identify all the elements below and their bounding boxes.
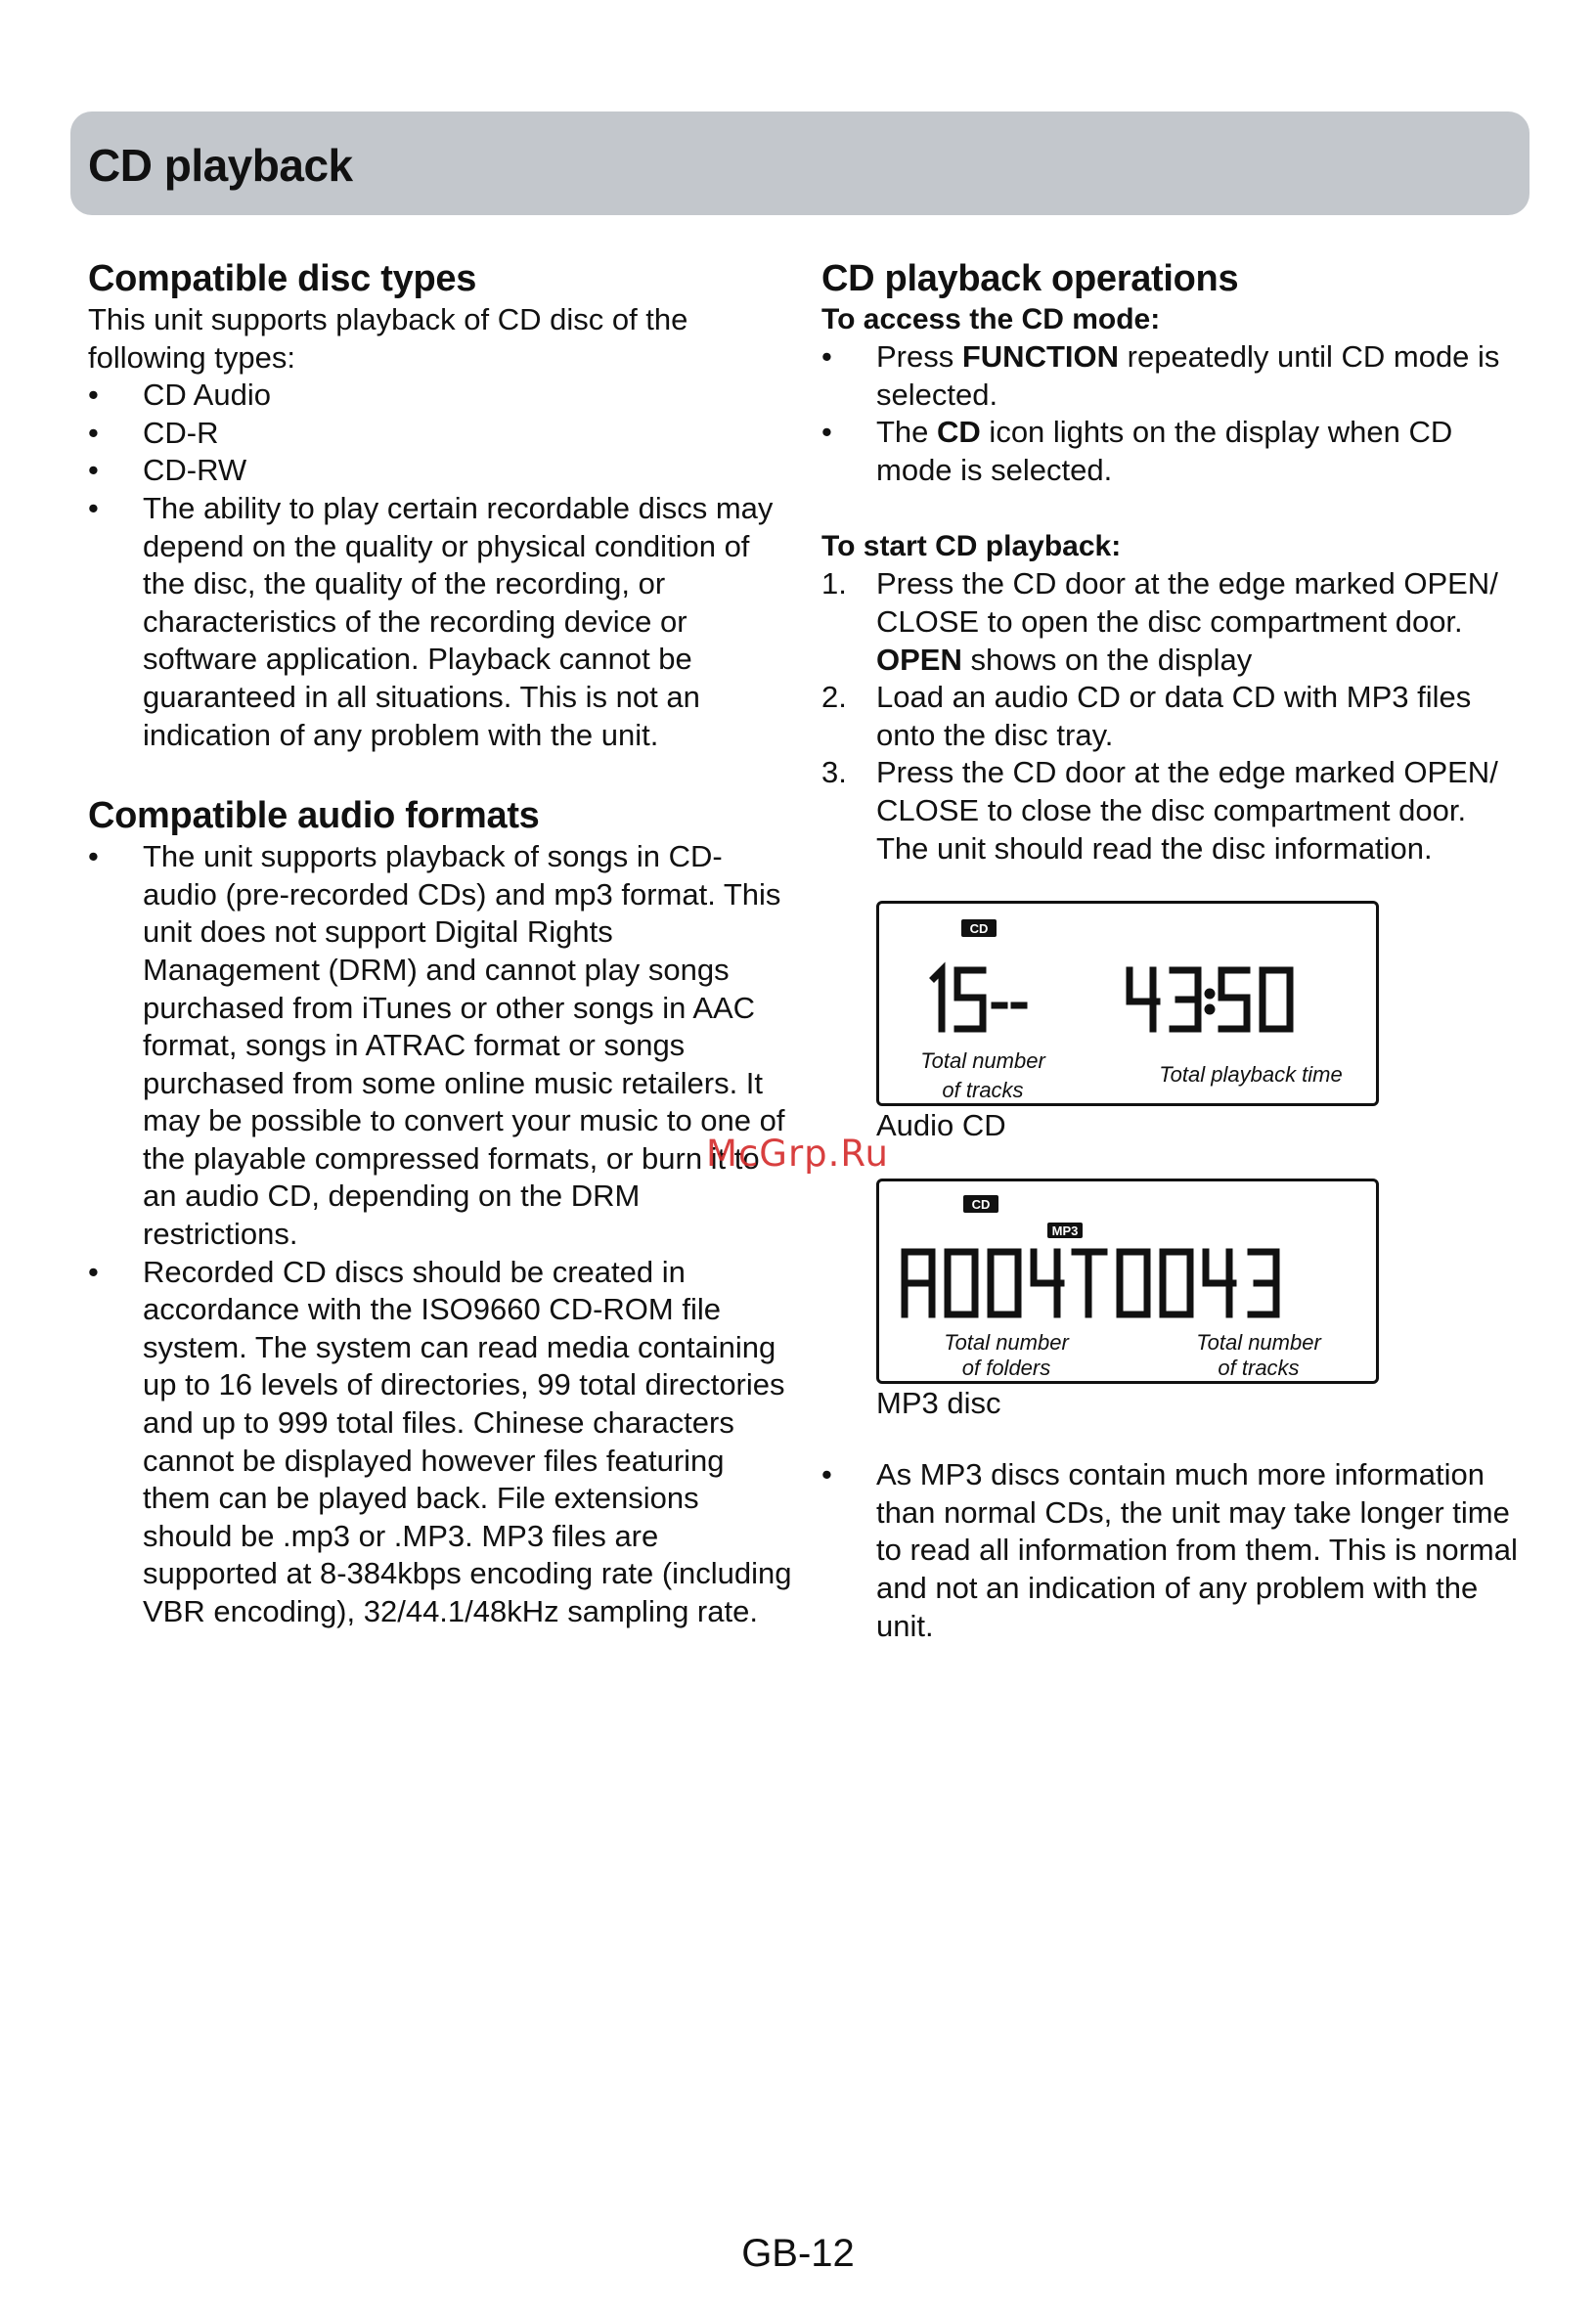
svg-text:MP3: MP3 [1051,1224,1079,1239]
disc-types-list [88,377,792,754]
folder-track-digits [905,1252,1276,1314]
left-column [88,256,792,1631]
right-column [821,256,1535,1645]
access-list [821,338,1535,489]
list-item: • CD Audio [88,377,792,415]
page-title: CD playback [88,140,353,191]
bullet-icon: • [821,1457,832,1492]
start-steps [821,565,1535,868]
mp3-lcd-graphic [879,1181,1376,1381]
svg-text:CD: CD [971,1197,991,1213]
mp3-display [876,1179,1379,1384]
section-header-bar [70,111,1530,215]
disc-types-intro: This unit supports playback of CD disc of the following types: [88,302,688,375]
list-item: • The CD icon lights on the display when CD mode is selected. [821,415,1453,487]
svg-text:CD: CD [969,921,989,937]
svg-text:Total number: Total number [944,1330,1069,1356]
svg-text:of folders: of folders [961,1356,1051,1381]
list-item: • Press FUNCTION repeatedly until CD mode is selected. [821,339,1500,412]
mp3-note-list [821,1456,1535,1645]
audio-cd-lcd-graphic [879,904,1376,1103]
start-subheading: To start CD playback: [821,530,1122,563]
audio-formats-heading: Compatible audio formats [88,795,540,837]
list-item: • CD-R [88,415,792,453]
track-count-digits [934,970,1024,1029]
list-item: • The unit supports playback of songs in CD-audio (pre-recorded CDs) and mp3 format. This unit does not support Digital Rights Management (DRM) and cannot play songs purchased from iTunes or other songs in AAC format, songs in ATRAC format or songs purchased from some online music retailers. It may be possible to convert your music to one of the playable compressed formats, or burn it to an audio CD, depending on the DRM restrictions. [88,839,785,1252]
list-item: • The ability to play certain recordable discs may depend on the quality or physical condition of the disc, the quality of the recording, or characteristics of the recording device or software application. Playback cannot be guaranteed in all situations. This is not an indication of any problem with the unit. [88,490,774,752]
list-item: • As MP3 discs contain much more information than normal CDs, the unit may take longer time to read all information from them. This is normal and not an indication of any problem with the unit. [821,1457,1518,1643]
bullet-icon: • [88,490,99,525]
access-subheading: To access the CD mode: [821,303,1161,335]
disc-types-heading: Compatible disc types [88,258,477,299]
bullet-icon: • [88,453,99,488]
audio-cd-caption: Audio CD [876,1108,1006,1143]
bullet-icon: • [88,378,99,413]
step-item: 3. Press the CD door at the edge marked OPEN/ CLOSE to close the disc compartment door. The unit should read the disc information. [821,755,1498,866]
playback-time-digits [1130,970,1290,1029]
bullet-icon: • [88,415,99,450]
page-number: GB-12 [741,2232,855,2275]
bullet-icon: • [88,839,99,874]
audio-formats-list [88,838,792,1630]
operations-heading: CD playback operations [821,258,1239,299]
svg-text:of tracks: of tracks [942,1078,1024,1103]
svg-text:of tracks: of tracks [1218,1356,1300,1381]
list-item: • Recorded CD discs should be created in accordance with the ISO9660 CD-ROM file system. The system can read media containing up to 16 levels of directories, 99 total directories and up to 999 total files. Chinese characters cannot be displayed however files featuring them can be played back. File extensions should be .mp3 or .MP3. MP3 files are supported at 8-384kbps encoding rate (including VBR encoding), 32/44.1/48kHz sampling rate. [88,1254,792,1628]
svg-text:Total playback time: Total playback time [1159,1062,1343,1088]
bullet-icon: • [88,1254,99,1289]
mp3-disc-caption: MP3 disc [876,1386,1001,1421]
audio-cd-display [876,901,1379,1106]
bullet-icon: • [821,339,832,374]
step-item: 2. Load an audio CD or data CD with MP3 files onto the disc tray. [821,680,1472,752]
svg-text:Total number: Total number [1196,1330,1321,1356]
step-item: 1. Press the CD door at the edge marked OPEN/ CLOSE to open the disc compartment door. OPEN shows on the display [821,566,1498,677]
bullet-icon: • [821,415,832,450]
svg-text:Total number: Total number [920,1048,1045,1074]
watermark: McGrp.Ru [706,1133,889,1175]
list-item: • CD-RW [88,452,792,490]
